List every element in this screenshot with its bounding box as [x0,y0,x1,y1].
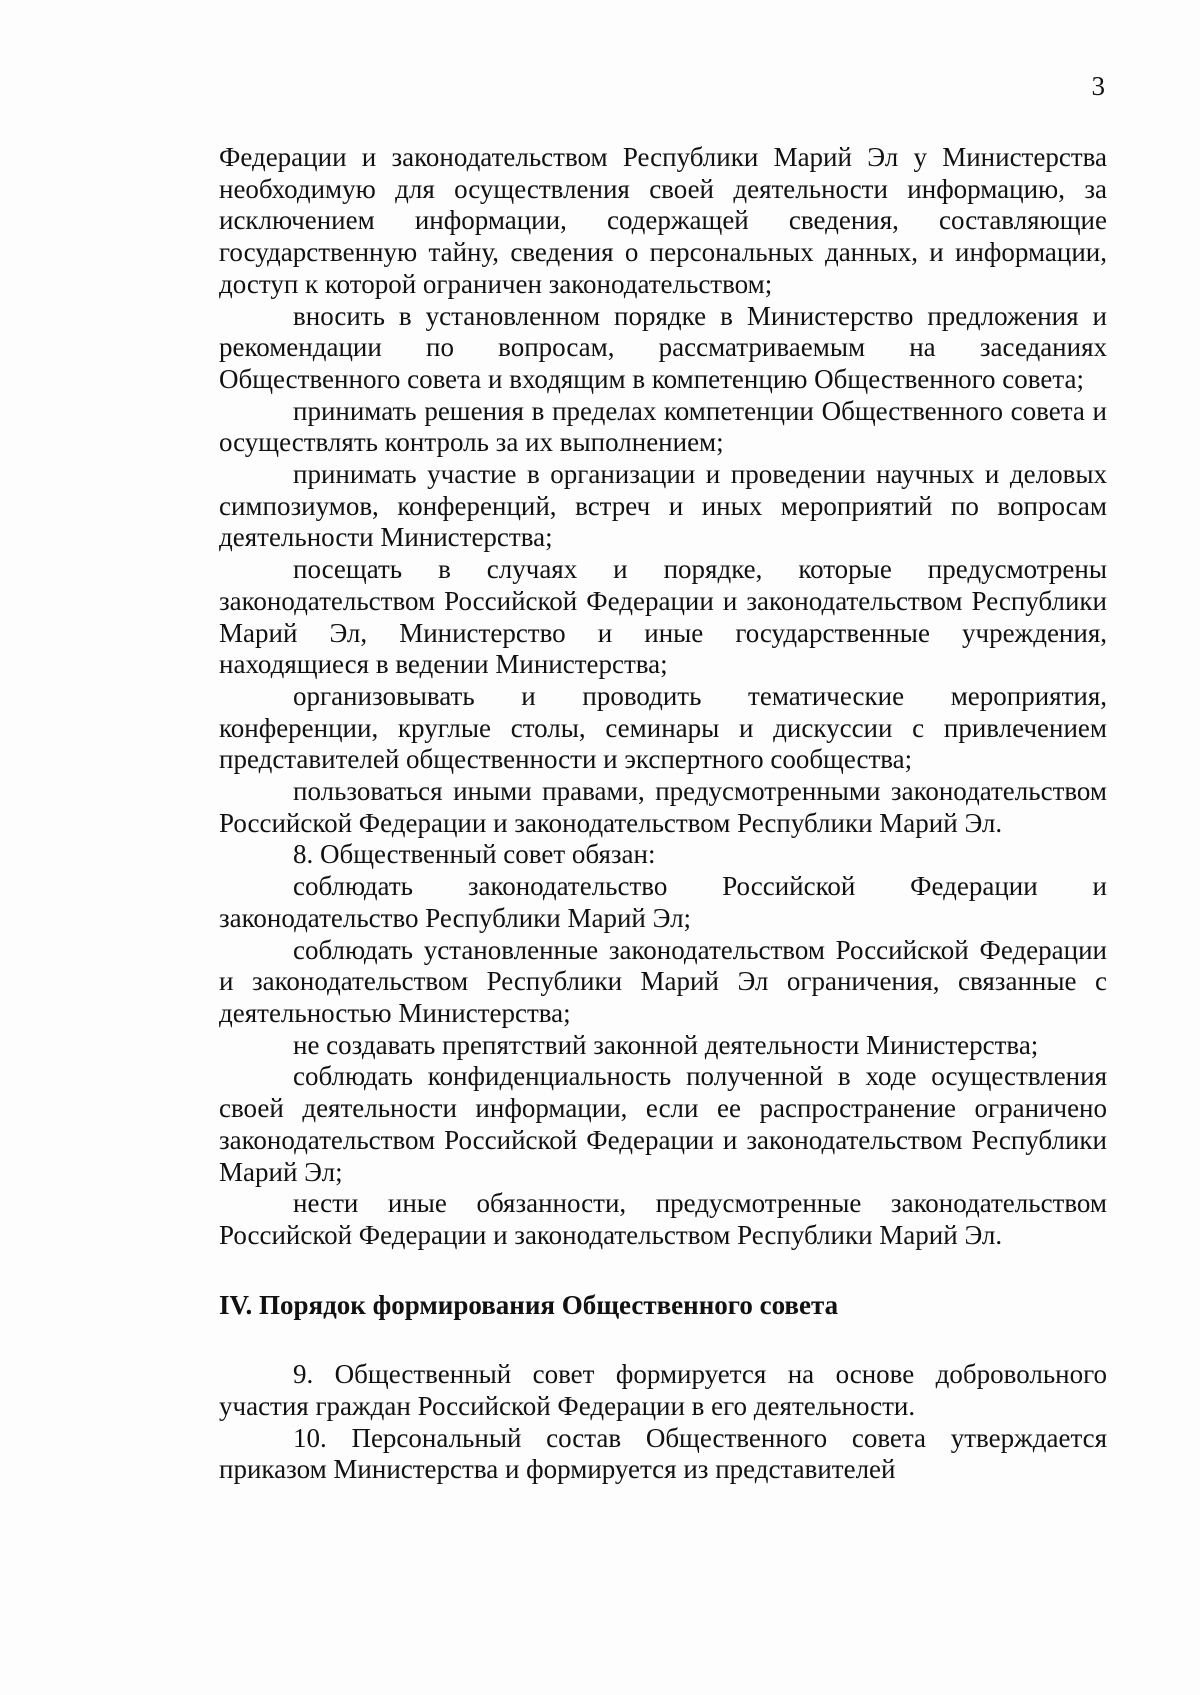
paragraph-clause-9: 9. Общественный совет формируется на основе добровольного участия граждан Российской Федерации в его деятельности. [219,1359,1107,1422]
paragraph-clause-10: 10. Персональный состав Общественного совета утверждается приказом Министерства и формируется из представителей [219,1422,1107,1485]
section-heading: IV. Порядок формирования Общественного совета [219,1289,839,1320]
paragraph: соблюдать законодательство Российской Федерации и законодательство Республики Марий Эл; [219,871,1107,933]
paragraph: пользоваться иными правами, предусмотренными законодательством Российской Федерации и законодательством Республики Марий Эл. [219,776,1107,838]
paragraph: Федерации и законодательством Республики Марий Эл у Министерства необходимую для осуществления своей деятельности информацию, за исключением информации, содержащей сведения, составляющие государственную тайну, сведения о персональных данных, и информации, доступ к которой ограничен законодательством; [219,142,1107,299]
page-number: 3 [1091,71,1105,101]
paragraph: нести иные обязанности, предусмотренные законодательством Российской Федерации и законодательством Республики Марий Эл. [219,1188,1107,1250]
paragraph: соблюдать конфиденциальность полученной в ходе осуществления своей деятельности информации, если ее распространение ограничено законодательством Российской Федерации и законодательством Республики Марий Эл; [219,1061,1107,1187]
paragraph: соблюдать установленные законодательством Российской Федерации и законодательством Республики Марий Эл ограничения, связанные с деятельностью Министерства; [219,934,1107,1028]
paragraph: принимать решения в пределах компетенции Общественного совета и осуществлять контроль за их выполнением; [219,395,1107,458]
paragraph: посещать в случаях и порядке, которые предусмотрены законодательством Российской Федерации и законодательством Республики Марий Эл, Министерство и иные государственные учреждения, находящиеся в ведении Министерства; [219,554,1107,680]
paragraph: организовывать и проводить тематические мероприятия, конференции, круглые столы, семинары и дискуссии с привлечением представителей общественности и экспертного сообщества; [219,680,1107,775]
paragraph-clause-8: 8. Общественный совет обязан: [293,839,656,870]
document-body [219,142,1107,1486]
paragraph: принимать участие в организации и проведении научных и деловых симпозиумов, конференций, встреч и иных мероприятий по вопросам деятельности Министерства; [219,459,1107,553]
paragraph: не создавать препятствий законной деятельности Министерства; [293,1029,1039,1060]
paragraph: вносить в установленном порядке в Министерство предложения и рекомендации по вопросам, рассматриваемым на заседаниях Общественного совета и входящим в компетенцию Общественного совета; [219,300,1107,394]
